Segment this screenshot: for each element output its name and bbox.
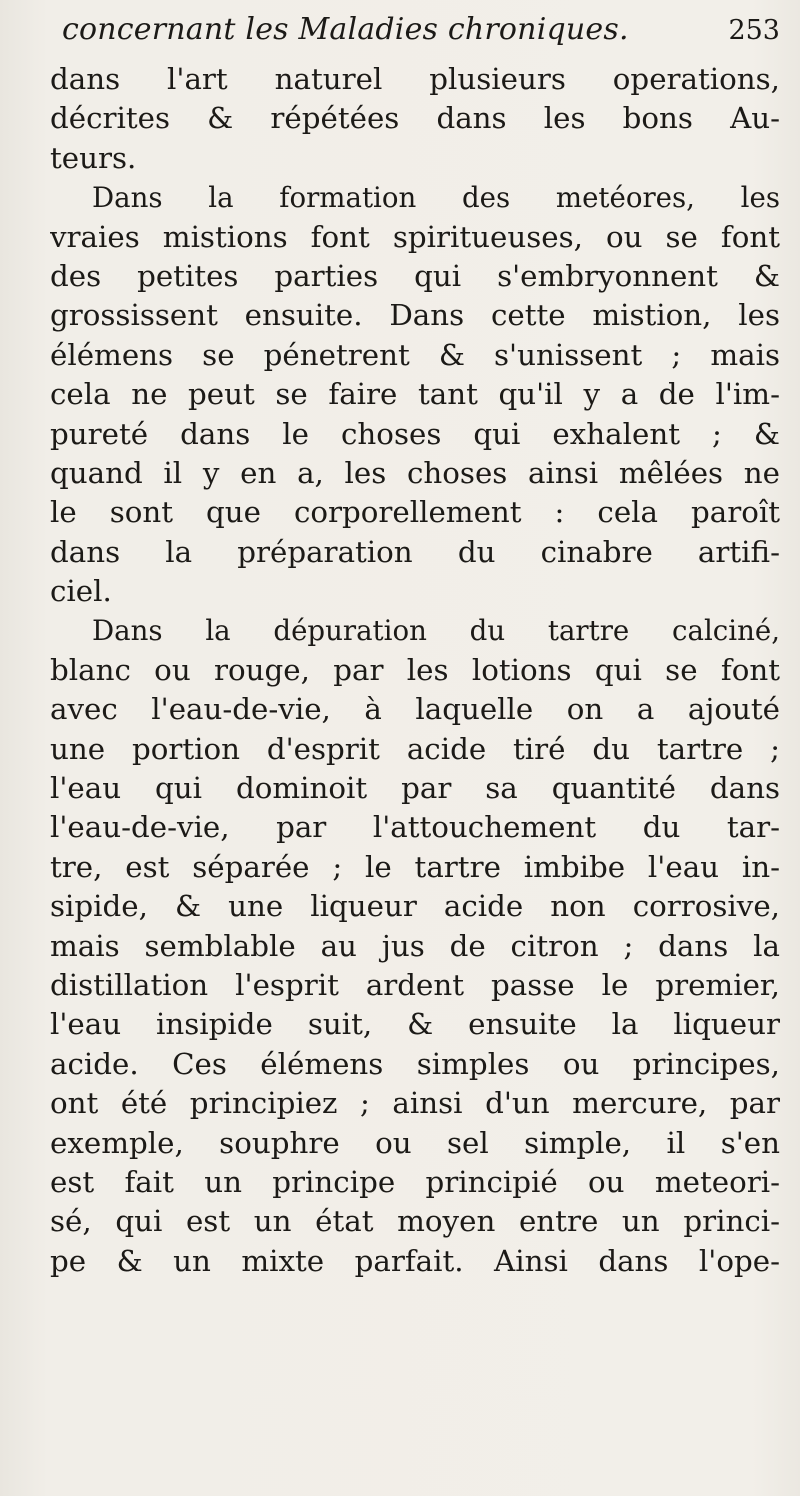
- text-line: une portion d'esprit acide tiré du tartre ;: [50, 731, 780, 766]
- text-line: Dans la dépuration du tartre calciné,: [92, 614, 780, 648]
- text-line: est fait un principe principié ou meteori-: [50, 1164, 780, 1199]
- text-line: mais semblable au jus de citron ; dans la: [50, 928, 780, 963]
- running-title: concernant les Maladies chroniques.: [62, 12, 629, 47]
- text-line: l'eau-de-vie, par l'attouchement du tar-: [50, 810, 780, 845]
- text-line: cela ne peut se faire tant qu'il y a de l'im-: [50, 377, 780, 412]
- text-line: sé, qui est un état moyen entre un princi-: [50, 1204, 780, 1239]
- running-head: [50, 12, 780, 60]
- text-line: distillation l'esprit ardent passe le premier,: [50, 967, 780, 1002]
- text-line: dans la préparation du cinabre artifi-: [50, 534, 780, 569]
- text-line: avec l'eau-de-vie, à laquelle on a ajouté: [50, 692, 780, 727]
- text-line: l'eau insipide suit, & ensuite la liqueur: [50, 1007, 780, 1042]
- text-line: élémens se pénetrent & s'unissent ; mais: [50, 337, 780, 372]
- text-line: acide. Ces élémens simples ou principes,: [50, 1046, 780, 1081]
- text-line: sipide, & une liqueur acide non corrosive,: [50, 889, 780, 924]
- text-line: quand il y en a, les choses ainsi mêlées ne: [50, 455, 780, 490]
- text-line: pureté dans le choses qui exhalent ; &: [50, 416, 780, 451]
- text-line: Dans la formation des metéores, les: [92, 181, 780, 215]
- text-line: grossissent ensuite. Dans cette mistion, les: [50, 298, 780, 333]
- text-line: décrites & répétées dans les bons Au-: [50, 101, 780, 136]
- text-line: dans l'art naturel plusieurs operations,: [50, 62, 780, 96]
- text-line: des petites parties qui s'embryonnent &: [50, 258, 780, 293]
- body-text: [50, 60, 780, 1281]
- text-line: blanc ou rouge, par les lotions qui se font: [50, 652, 780, 687]
- page-number: 253: [728, 15, 780, 46]
- text-line: ont été principiez ; ainsi d'un mercure, par: [50, 1086, 780, 1121]
- text-line: vraies mistions font spiritueuses, ou se font: [50, 219, 780, 254]
- text-line: le sont que corporellement : cela paroît: [50, 495, 780, 530]
- text-line: teurs.: [50, 140, 137, 175]
- text-line: pe & un mixte parfait. Ainsi dans l'ope-: [50, 1243, 780, 1278]
- text-line: l'eau qui dominoit par sa quantité dans: [50, 771, 780, 806]
- text-line: ciel.: [50, 574, 112, 609]
- text-line: tre, est séparée ; le tartre imbibe l'eau in-: [50, 849, 780, 884]
- text-line: exemple, souphre ou sel simple, il s'en: [50, 1125, 780, 1160]
